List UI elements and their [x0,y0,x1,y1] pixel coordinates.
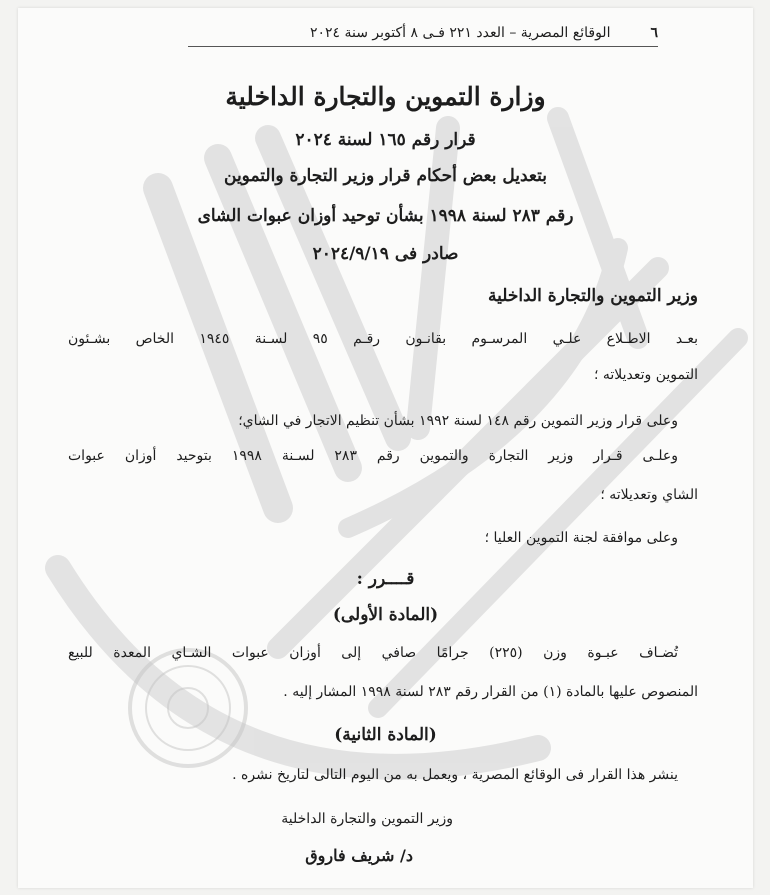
article-1-line2: المنصوص عليها بالمادة (١) من القرار رقم ٢٨٣ لسنة ١٩٩٨ المشار إليه . [283,684,698,700]
article-2-line1: ينشر هذا القرار فى الوقائع المصرية ، ويعمل به من اليوم التالى لتاريخ نشره . [232,767,678,783]
signature-name: د/ شريف فاروق [305,846,413,865]
page-header [188,20,658,47]
article-1-title: (المادة الأولى) [332,605,439,625]
preamble-p1-line2: التموين وتعديلاته ؛ [593,367,698,383]
signature-role: وزير التموين والتجارة الداخلية [281,811,453,827]
article-2-title: (المادة الثانية) [334,725,437,745]
ministry-title: وزارة التموين والتجارة الداخلية [225,82,546,111]
decided-heading: قــــرر : [356,569,415,589]
decree-number: قرار رقم ١٦٥ لسنة ٢٠٢٤ [295,130,476,150]
gazette-issue-line: الوقائع المصرية – العدد ٢٢١ فـى ٨ أكتوبر سنة ٢٠٢٤ [309,25,611,41]
preamble-p4: وعلى موافقة لجنة التموين العليا ؛ [484,530,678,546]
preamble-p2: وعلى قرار وزير التموين رقم ١٤٨ لسنة ١٩٩٢ بشأن تنظيم الاتجار في الشاي؛ [238,413,678,429]
decree-subject-line-1: بتعديل بعض أحكام قرار وزير التجارة والتموين [224,166,547,186]
issuer-heading: وزير التموين والتجارة الداخلية [487,286,698,306]
preamble-p1-line1: بعـد الاطـلاع علـي المرسـوم بقانـون رقـم ٩٥ لسـنة ١٩٤٥ الخاص بشـئون [68,331,698,347]
preamble-p3-line1: وعلـى قـرار وزير التجارة والتموين رقم ٢٨٣ لسـنة ١٩٩٨ بتوحيد أوزان عبوات [68,448,678,464]
preamble-p3-line2: الشاي وتعديلاته ؛ [600,487,698,503]
decree-subject-line-2: رقم ٢٨٣ لسنة ١٩٩٨ بشأن توحيد أوزان عبوات الشاى [197,206,574,226]
gazette-page [18,8,753,888]
page-number: ٦ [650,25,658,41]
article-1-line1: تُضـاف عبـوة وزن (٢٢٥) جرامًا صافي إلى أوزان عبوات الشـاي المعدة للبيع [68,645,679,661]
issue-date: صادر فى ٢٠٢٤/٩/١٩ [312,244,459,264]
